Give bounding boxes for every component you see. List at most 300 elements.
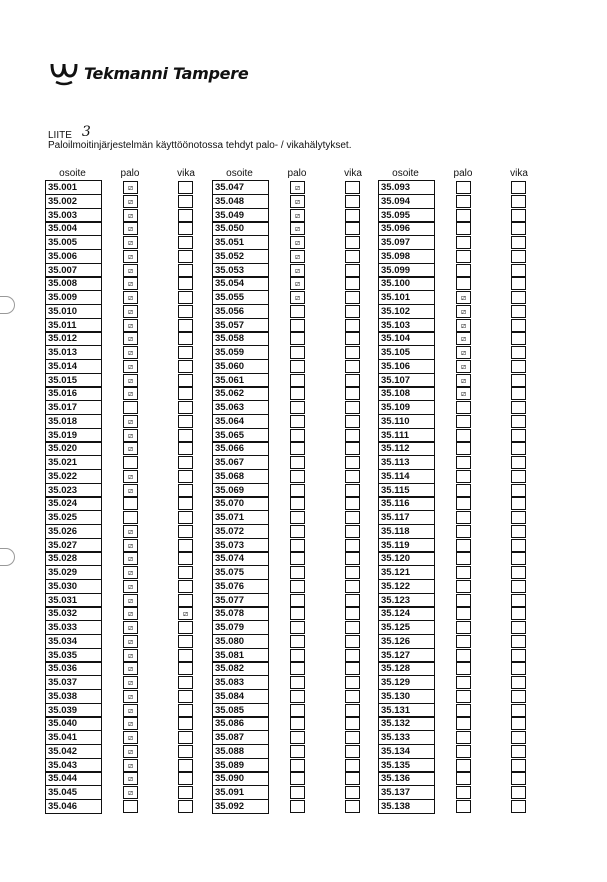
fire-checkbox[interactable]: ⧄: [123, 429, 138, 442]
fault-checkbox[interactable]: [511, 704, 526, 717]
fault-checkbox[interactable]: [178, 360, 193, 373]
fault-checkbox[interactable]: [345, 607, 360, 620]
fire-checkbox[interactable]: ⧄: [123, 415, 138, 428]
fire-checkbox[interactable]: [290, 484, 305, 497]
fault-checkbox[interactable]: [178, 264, 193, 277]
fault-checkbox[interactable]: [511, 181, 526, 194]
fault-checkbox[interactable]: [511, 635, 526, 648]
fire-checkbox[interactable]: [456, 442, 471, 455]
fire-checkbox[interactable]: [290, 429, 305, 442]
fault-checkbox[interactable]: [178, 717, 193, 730]
fault-checkbox[interactable]: [345, 401, 360, 414]
fire-checkbox[interactable]: [456, 497, 471, 510]
fire-checkbox[interactable]: ⧄: [123, 539, 138, 552]
fault-checkbox[interactable]: [178, 209, 193, 222]
fault-checkbox[interactable]: [178, 456, 193, 469]
fault-checkbox[interactable]: [178, 401, 193, 414]
fire-checkbox[interactable]: ⧄: [123, 470, 138, 483]
fire-checkbox[interactable]: [290, 387, 305, 400]
fire-checkbox[interactable]: [456, 456, 471, 469]
fault-checkbox[interactable]: [511, 539, 526, 552]
fault-checkbox[interactable]: [511, 277, 526, 290]
fault-checkbox[interactable]: [178, 497, 193, 510]
fire-checkbox[interactable]: [290, 319, 305, 332]
fault-checkbox[interactable]: [345, 264, 360, 277]
fire-checkbox[interactable]: [456, 209, 471, 222]
address-cell: 35.007: [45, 263, 102, 278]
fire-checkbox[interactable]: [290, 497, 305, 510]
fire-checkbox[interactable]: [290, 525, 305, 538]
fault-checkbox[interactable]: [345, 594, 360, 607]
address-cell: 35.057: [212, 318, 269, 333]
fire-checkbox[interactable]: [290, 332, 305, 345]
fire-checkbox[interactable]: ⧄: [123, 264, 138, 277]
fire-checkbox[interactable]: [290, 552, 305, 565]
fire-checkbox[interactable]: ⧄: [123, 442, 138, 455]
fire-checkbox[interactable]: ⧄: [290, 291, 305, 304]
fire-checkbox[interactable]: [456, 731, 471, 744]
fire-checkbox[interactable]: [456, 222, 471, 235]
fire-checkbox[interactable]: [456, 772, 471, 785]
fault-checkbox[interactable]: [511, 497, 526, 510]
fire-checkbox[interactable]: [290, 415, 305, 428]
fault-checkbox[interactable]: [511, 690, 526, 703]
fault-checkbox[interactable]: [345, 635, 360, 648]
fire-checkbox[interactable]: [456, 525, 471, 538]
fire-checkbox[interactable]: [290, 621, 305, 634]
fire-checkbox[interactable]: [123, 800, 138, 813]
fault-checkbox[interactable]: [345, 484, 360, 497]
address-cell: 35.012: [45, 331, 102, 346]
header-fault: vika: [344, 168, 362, 179]
fire-checkbox[interactable]: ⧄: [123, 332, 138, 345]
fire-checkbox[interactable]: [123, 456, 138, 469]
fire-checkbox[interactable]: [290, 704, 305, 717]
fault-checkbox[interactable]: [511, 442, 526, 455]
address-cell: 35.080: [212, 634, 269, 649]
header-fire: palo: [453, 168, 473, 179]
address-cell: 35.001: [45, 180, 102, 195]
fire-checkbox[interactable]: [456, 470, 471, 483]
fault-checkbox[interactable]: [345, 580, 360, 593]
fire-checkbox[interactable]: [290, 772, 305, 785]
fault-checkbox[interactable]: [178, 415, 193, 428]
fault-checkbox[interactable]: [178, 635, 193, 648]
fire-checkbox[interactable]: ⧄: [123, 484, 138, 497]
fault-checkbox[interactable]: [345, 552, 360, 565]
fault-checkbox[interactable]: [511, 717, 526, 730]
fire-checkbox[interactable]: ⧄: [290, 264, 305, 277]
fire-checkbox[interactable]: [456, 250, 471, 263]
fault-checkbox[interactable]: [511, 291, 526, 304]
fault-checkbox[interactable]: [178, 525, 193, 538]
fault-checkbox[interactable]: [345, 662, 360, 675]
fault-checkbox[interactable]: [345, 470, 360, 483]
fire-checkbox[interactable]: [456, 264, 471, 277]
fault-checkbox[interactable]: [178, 181, 193, 194]
fault-checkbox[interactable]: [345, 360, 360, 373]
fire-checkbox[interactable]: ⧄: [456, 319, 471, 332]
fault-checkbox[interactable]: [345, 305, 360, 318]
fire-checkbox[interactable]: [290, 731, 305, 744]
fault-checkbox[interactable]: [178, 195, 193, 208]
address-cell: 35.028: [45, 551, 102, 566]
fire-checkbox[interactable]: [456, 539, 471, 552]
fire-checkbox[interactable]: [456, 676, 471, 689]
address-cell: 35.092: [212, 799, 269, 814]
fire-checkbox[interactable]: [456, 786, 471, 799]
fault-checkbox[interactable]: [178, 250, 193, 263]
fault-checkbox[interactable]: [178, 429, 193, 442]
fault-checkbox[interactable]: [345, 456, 360, 469]
fault-checkbox[interactable]: [345, 346, 360, 359]
fire-checkbox[interactable]: [290, 442, 305, 455]
address-cell: 35.022: [45, 469, 102, 484]
fault-checkbox[interactable]: [345, 676, 360, 689]
fault-checkbox[interactable]: [178, 552, 193, 565]
fire-checkbox[interactable]: ⧄: [123, 525, 138, 538]
fault-checkbox[interactable]: [345, 429, 360, 442]
fault-checkbox[interactable]: [511, 800, 526, 813]
address-cell: 35.112: [378, 441, 435, 456]
fire-checkbox[interactable]: [290, 305, 305, 318]
fault-checkbox[interactable]: [511, 484, 526, 497]
fault-checkbox[interactable]: [345, 717, 360, 730]
fire-checkbox[interactable]: [290, 374, 305, 387]
fire-checkbox[interactable]: [456, 635, 471, 648]
fault-checkbox[interactable]: [511, 360, 526, 373]
fault-checkbox[interactable]: [178, 291, 193, 304]
fault-checkbox[interactable]: [345, 759, 360, 772]
fire-checkbox[interactable]: ⧄: [123, 346, 138, 359]
header-address: osoite: [226, 168, 253, 179]
fire-checkbox[interactable]: [456, 552, 471, 565]
fire-checkbox[interactable]: [456, 566, 471, 579]
fault-checkbox[interactable]: [345, 181, 360, 194]
fault-checkbox[interactable]: [511, 662, 526, 675]
fault-checkbox[interactable]: [345, 319, 360, 332]
fire-checkbox[interactable]: ⧄: [123, 387, 138, 400]
fault-checkbox[interactable]: [178, 539, 193, 552]
fault-checkbox[interactable]: [345, 236, 360, 249]
fire-checkbox[interactable]: ⧄: [123, 374, 138, 387]
fault-checkbox[interactable]: [178, 745, 193, 758]
fire-checkbox[interactable]: [456, 195, 471, 208]
fault-checkbox[interactable]: [178, 566, 193, 579]
fault-checkbox[interactable]: [511, 401, 526, 414]
fire-checkbox[interactable]: [290, 745, 305, 758]
fault-checkbox[interactable]: [345, 374, 360, 387]
fire-checkbox[interactable]: ⧄: [123, 676, 138, 689]
fire-checkbox[interactable]: ⧄: [123, 731, 138, 744]
fire-checkbox[interactable]: ⧄: [123, 566, 138, 579]
fault-checkbox[interactable]: [511, 759, 526, 772]
address-cell: 35.024: [45, 496, 102, 511]
fault-checkbox[interactable]: [511, 511, 526, 524]
fault-checkbox[interactable]: [178, 594, 193, 607]
fault-checkbox[interactable]: [178, 800, 193, 813]
fault-checkbox[interactable]: [511, 415, 526, 428]
fire-checkbox[interactable]: ⧄: [123, 704, 138, 717]
fault-checkbox[interactable]: [345, 332, 360, 345]
fault-checkbox[interactable]: [178, 277, 193, 290]
fault-checkbox[interactable]: [511, 319, 526, 332]
fire-checkbox[interactable]: [456, 690, 471, 703]
fault-checkbox[interactable]: [511, 525, 526, 538]
fault-checkbox[interactable]: [345, 277, 360, 290]
fire-checkbox[interactable]: ⧄: [123, 662, 138, 675]
fire-checkbox[interactable]: [456, 649, 471, 662]
fire-checkbox[interactable]: ⧄: [290, 236, 305, 249]
fire-checkbox[interactable]: [290, 470, 305, 483]
fault-checkbox[interactable]: [178, 374, 193, 387]
fire-checkbox[interactable]: ⧄: [123, 181, 138, 194]
fire-checkbox[interactable]: ⧄: [456, 387, 471, 400]
fault-checkbox[interactable]: [511, 456, 526, 469]
fire-checkbox[interactable]: ⧄: [123, 759, 138, 772]
fault-checkbox[interactable]: [511, 195, 526, 208]
address-cell: 35.089: [212, 758, 269, 773]
fire-checkbox[interactable]: [456, 621, 471, 634]
fault-checkbox[interactable]: [511, 676, 526, 689]
fault-checkbox[interactable]: [178, 346, 193, 359]
fault-checkbox[interactable]: [511, 566, 526, 579]
fire-checkbox[interactable]: [456, 181, 471, 194]
fault-checkbox[interactable]: [178, 772, 193, 785]
fire-checkbox[interactable]: ⧄: [123, 745, 138, 758]
fire-checkbox[interactable]: ⧄: [290, 222, 305, 235]
fault-checkbox[interactable]: [511, 607, 526, 620]
fire-checkbox[interactable]: [290, 456, 305, 469]
fire-checkbox[interactable]: [290, 511, 305, 524]
fault-checkbox[interactable]: [345, 415, 360, 428]
fire-checkbox[interactable]: ⧄: [456, 346, 471, 359]
fault-checkbox[interactable]: [511, 209, 526, 222]
fire-checkbox[interactable]: ⧄: [123, 277, 138, 290]
fault-checkbox[interactable]: [178, 442, 193, 455]
fault-checkbox[interactable]: [178, 621, 193, 634]
fault-checkbox[interactable]: [178, 236, 193, 249]
fault-checkbox[interactable]: [178, 511, 193, 524]
fault-checkbox[interactable]: [178, 662, 193, 675]
fault-checkbox[interactable]: [178, 470, 193, 483]
fault-checkbox[interactable]: [511, 745, 526, 758]
fault-checkbox[interactable]: [345, 250, 360, 263]
fire-checkbox[interactable]: ⧄: [123, 621, 138, 634]
address-cell: 35.042: [45, 744, 102, 759]
fire-checkbox[interactable]: [123, 497, 138, 510]
fire-checkbox[interactable]: ⧄: [290, 277, 305, 290]
fault-checkbox[interactable]: [178, 580, 193, 593]
fire-checkbox[interactable]: [456, 511, 471, 524]
fire-checkbox[interactable]: [456, 607, 471, 620]
fire-checkbox[interactable]: [456, 662, 471, 675]
fault-checkbox[interactable]: [345, 291, 360, 304]
fault-checkbox[interactable]: [178, 649, 193, 662]
fire-checkbox[interactable]: [290, 635, 305, 648]
fault-checkbox[interactable]: [178, 690, 193, 703]
fault-checkbox[interactable]: [511, 264, 526, 277]
fault-checkbox[interactable]: [511, 346, 526, 359]
fault-checkbox[interactable]: [178, 676, 193, 689]
fault-checkbox[interactable]: [178, 387, 193, 400]
fire-checkbox[interactable]: [290, 539, 305, 552]
fire-checkbox[interactable]: [123, 511, 138, 524]
fire-checkbox[interactable]: ⧄: [290, 250, 305, 263]
fire-checkbox[interactable]: [456, 704, 471, 717]
address-cell: 35.098: [378, 249, 435, 264]
fire-checkbox[interactable]: ⧄: [123, 552, 138, 565]
fire-checkbox[interactable]: ⧄: [123, 690, 138, 703]
fire-checkbox[interactable]: ⧄: [123, 717, 138, 730]
fault-checkbox[interactable]: [345, 745, 360, 758]
fault-checkbox[interactable]: [511, 649, 526, 662]
fire-checkbox[interactable]: [456, 415, 471, 428]
fault-checkbox[interactable]: [345, 800, 360, 813]
fire-checkbox[interactable]: [290, 401, 305, 414]
fire-checkbox[interactable]: [456, 484, 471, 497]
fire-checkbox[interactable]: ⧄: [123, 222, 138, 235]
fault-checkbox[interactable]: [178, 319, 193, 332]
fault-checkbox[interactable]: [511, 387, 526, 400]
fault-checkbox[interactable]: [511, 305, 526, 318]
fault-checkbox[interactable]: [345, 511, 360, 524]
fire-checkbox[interactable]: [123, 401, 138, 414]
fault-checkbox[interactable]: [345, 442, 360, 455]
fire-checkbox[interactable]: ⧄: [123, 291, 138, 304]
address-cell: 35.090: [212, 771, 269, 786]
fire-checkbox[interactable]: ⧄: [123, 607, 138, 620]
fault-checkbox[interactable]: [511, 594, 526, 607]
fire-checkbox[interactable]: ⧄: [123, 360, 138, 373]
fire-checkbox[interactable]: [290, 346, 305, 359]
address-cell: 35.021: [45, 455, 102, 470]
fire-checkbox[interactable]: ⧄: [123, 635, 138, 648]
fault-checkbox[interactable]: [511, 731, 526, 744]
fault-checkbox[interactable]: [345, 786, 360, 799]
fire-checkbox[interactable]: [290, 786, 305, 799]
fault-checkbox[interactable]: [345, 690, 360, 703]
fault-checkbox[interactable]: [345, 525, 360, 538]
fault-checkbox[interactable]: [178, 731, 193, 744]
fault-checkbox[interactable]: [178, 704, 193, 717]
fire-checkbox[interactable]: [290, 360, 305, 373]
fire-checkbox[interactable]: ⧄: [123, 236, 138, 249]
fire-checkbox[interactable]: [456, 277, 471, 290]
fault-checkbox[interactable]: [511, 374, 526, 387]
fire-checkbox[interactable]: [290, 594, 305, 607]
fire-checkbox[interactable]: [290, 676, 305, 689]
fire-checkbox[interactable]: [456, 745, 471, 758]
fire-checkbox[interactable]: ⧄: [290, 209, 305, 222]
fault-checkbox[interactable]: [178, 759, 193, 772]
fire-checkbox[interactable]: ⧄: [123, 305, 138, 318]
fault-checkbox[interactable]: [511, 786, 526, 799]
fault-checkbox[interactable]: [511, 552, 526, 565]
fire-checkbox[interactable]: [290, 717, 305, 730]
fire-checkbox[interactable]: ⧄: [123, 786, 138, 799]
fire-checkbox[interactable]: ⧄: [456, 374, 471, 387]
fire-checkbox[interactable]: ⧄: [456, 305, 471, 318]
fault-checkbox[interactable]: [511, 332, 526, 345]
fire-checkbox[interactable]: ⧄: [123, 319, 138, 332]
fire-checkbox[interactable]: [290, 690, 305, 703]
fire-checkbox[interactable]: ⧄: [123, 594, 138, 607]
fire-checkbox[interactable]: ⧄: [123, 649, 138, 662]
fire-checkbox[interactable]: ⧄: [123, 580, 138, 593]
fire-checkbox[interactable]: ⧄: [456, 291, 471, 304]
fire-checkbox[interactable]: [456, 580, 471, 593]
address-cell: 35.073: [212, 538, 269, 553]
fire-checkbox[interactable]: [290, 662, 305, 675]
fire-checkbox[interactable]: ⧄: [123, 195, 138, 208]
fire-checkbox[interactable]: [290, 566, 305, 579]
fault-checkbox[interactable]: [178, 222, 193, 235]
fire-checkbox[interactable]: [456, 759, 471, 772]
fault-checkbox[interactable]: [345, 704, 360, 717]
fault-checkbox[interactable]: [345, 209, 360, 222]
fault-checkbox[interactable]: [345, 772, 360, 785]
fault-checkbox[interactable]: [511, 429, 526, 442]
fire-checkbox[interactable]: [456, 800, 471, 813]
fire-checkbox[interactable]: [290, 649, 305, 662]
fire-checkbox[interactable]: [456, 429, 471, 442]
fault-checkbox[interactable]: [511, 580, 526, 593]
fault-checkbox[interactable]: [178, 484, 193, 497]
address-cell: 35.086: [212, 716, 269, 731]
fault-checkbox[interactable]: [345, 621, 360, 634]
fault-checkbox[interactable]: [345, 497, 360, 510]
fire-checkbox[interactable]: [290, 759, 305, 772]
fault-checkbox[interactable]: [511, 772, 526, 785]
address-cell: 35.031: [45, 593, 102, 608]
fire-checkbox[interactable]: ⧄: [123, 772, 138, 785]
fault-checkbox[interactable]: [178, 786, 193, 799]
fire-checkbox[interactable]: [290, 580, 305, 593]
fire-checkbox[interactable]: ⧄: [290, 181, 305, 194]
fire-checkbox[interactable]: [456, 236, 471, 249]
fault-checkbox[interactable]: [345, 539, 360, 552]
address-cell: 35.114: [378, 469, 435, 484]
fault-checkbox[interactable]: [178, 332, 193, 345]
fault-checkbox[interactable]: [345, 195, 360, 208]
fault-checkbox[interactable]: [178, 305, 193, 318]
fault-checkbox[interactable]: [345, 649, 360, 662]
fire-checkbox[interactable]: ⧄: [456, 360, 471, 373]
fault-checkbox[interactable]: [511, 250, 526, 263]
fault-checkbox[interactable]: [345, 222, 360, 235]
fault-checkbox[interactable]: [345, 387, 360, 400]
fire-checkbox[interactable]: [290, 607, 305, 620]
fault-checkbox[interactable]: [511, 621, 526, 634]
fire-checkbox[interactable]: ⧄: [290, 195, 305, 208]
fault-checkbox[interactable]: [345, 731, 360, 744]
fault-checkbox[interactable]: [511, 236, 526, 249]
fault-checkbox[interactable]: ⧄: [178, 607, 193, 620]
address-cell: 35.013: [45, 345, 102, 360]
fault-checkbox[interactable]: [511, 470, 526, 483]
address-cell: 35.088: [212, 744, 269, 759]
fire-checkbox[interactable]: [456, 717, 471, 730]
fire-checkbox[interactable]: ⧄: [123, 250, 138, 263]
fire-checkbox[interactable]: ⧄: [456, 332, 471, 345]
fire-checkbox[interactable]: ⧄: [123, 209, 138, 222]
fire-checkbox[interactable]: [290, 800, 305, 813]
fire-checkbox[interactable]: [456, 594, 471, 607]
fault-checkbox[interactable]: [345, 566, 360, 579]
fire-checkbox[interactable]: [456, 401, 471, 414]
fault-checkbox[interactable]: [511, 222, 526, 235]
